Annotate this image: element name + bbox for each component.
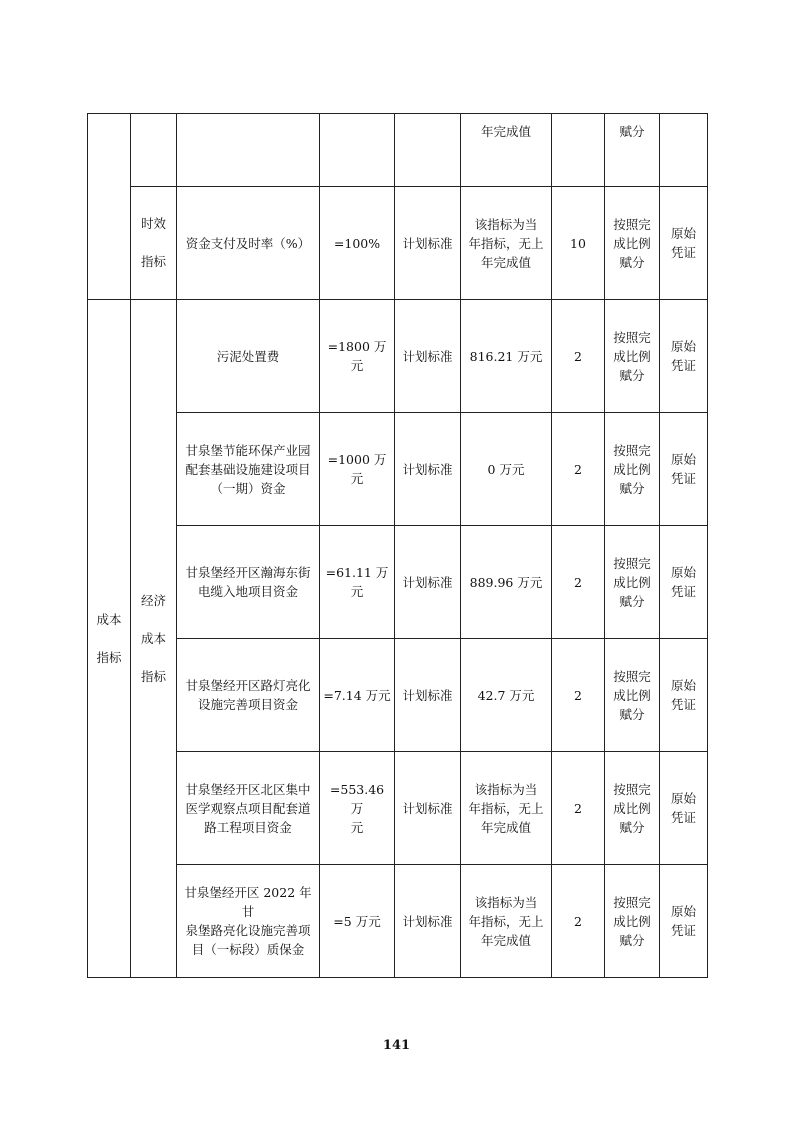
standard-type: 计划标准: [395, 300, 461, 413]
scoring-cell: 赋分: [605, 114, 660, 187]
page-number: 141: [382, 1038, 411, 1053]
completion-value: 816.21 万元: [461, 300, 552, 413]
target-value: =61.11 万 元: [320, 526, 395, 639]
table-row: [88, 865, 708, 978]
table-row: [88, 639, 708, 752]
evidence-source: 原始 凭证: [660, 752, 708, 865]
weight-score: 2: [552, 752, 605, 865]
weight-score: 10: [552, 187, 605, 300]
primary-indicator-cost: 成本指标: [88, 300, 131, 978]
table-row-continuation: [88, 114, 708, 187]
completion-value: 该指标为当 年指标，无上 年完成值: [461, 187, 552, 300]
secondary-indicator-timeliness: 时效指标: [131, 187, 177, 300]
weight-cell-empty: [552, 114, 605, 187]
indicator-name: 污泥处置费: [177, 300, 320, 413]
indicator-name: 甘泉堡经开区 2022 年甘 泉堡路亮化设施完善项 目（一标段）质保金: [177, 865, 320, 978]
scoring-method: 按照完 成比例 赋分: [605, 413, 660, 526]
target-value: =1000 万元: [320, 413, 395, 526]
completion-value: 0 万元: [461, 413, 552, 526]
weight-score: 2: [552, 865, 605, 978]
table-row: [88, 300, 708, 413]
scoring-method: 按照完 成比例 赋分: [605, 187, 660, 300]
secondary-indicator-economic-cost: 经济成本指标: [131, 300, 177, 978]
evidence-source: 原始 凭证: [660, 526, 708, 639]
weight-score: 2: [552, 639, 605, 752]
completion-value: 该指标为当 年指标，无上 年完成值: [461, 752, 552, 865]
indicator-name: 甘泉堡经开区北区集中 医学观察点项目配套道 路工程项目资金: [177, 752, 320, 865]
scoring-method: 按照完 成比例 赋分: [605, 752, 660, 865]
primary-indicator-cell-empty: [88, 114, 131, 300]
completion-value: 该指标为当 年指标，无上 年完成值: [461, 865, 552, 978]
indicator-name: 资金支付及时率（%）: [177, 187, 320, 300]
indicator-name: 甘泉堡经开区路灯亮化 设施完善项目资金: [177, 639, 320, 752]
target-value: =5 万元: [320, 865, 395, 978]
indicator-name-cell-empty: [177, 114, 320, 187]
evidence-source: 原始 凭证: [660, 639, 708, 752]
completion-value: 889.96 万元: [461, 526, 552, 639]
standard-type: 计划标准: [395, 526, 461, 639]
target-value: =100%: [320, 187, 395, 300]
indicator-name: 甘泉堡经开区瀚海东街 电缆入地项目资金: [177, 526, 320, 639]
weight-score: 2: [552, 526, 605, 639]
standard-type: 计划标准: [395, 187, 461, 300]
completion-value: 42.7 万元: [461, 639, 552, 752]
indicator-name: 甘泉堡节能环保产业园 配套基础设施建设项目 （一期）资金: [177, 413, 320, 526]
secondary-indicator-cell-empty: [131, 114, 177, 187]
table-row: [88, 752, 708, 865]
evidence-source: 原始 凭证: [660, 865, 708, 978]
value-cell: 年完成值: [461, 114, 552, 187]
evidence-source: 原始 凭证: [660, 187, 708, 300]
standard-type: 计划标准: [395, 752, 461, 865]
standard-type: 计划标准: [395, 413, 461, 526]
target-value: =7.14 万元: [320, 639, 395, 752]
scoring-method: 按照完 成比例 赋分: [605, 526, 660, 639]
target-value: =1800 万元: [320, 300, 395, 413]
table-row: [88, 413, 708, 526]
weight-score: 2: [552, 300, 605, 413]
weight-score: 2: [552, 413, 605, 526]
table-row: [88, 526, 708, 639]
scoring-method: 按照完 成比例 赋分: [605, 300, 660, 413]
standard-type: 计划标准: [395, 865, 461, 978]
table-row-timeliness: [88, 187, 708, 300]
scoring-method: 按照完 成比例 赋分: [605, 639, 660, 752]
standard-cell-empty: [395, 114, 461, 187]
standard-type: 计划标准: [395, 639, 461, 752]
evidence-source: 原始 凭证: [660, 300, 708, 413]
scoring-method: 按照完 成比例 赋分: [605, 865, 660, 978]
target-cell-empty: [320, 114, 395, 187]
target-value: =553.46 万 元: [320, 752, 395, 865]
source-cell-empty: [660, 114, 708, 187]
evidence-source: 原始 凭证: [660, 413, 708, 526]
performance-indicator-table: [87, 113, 708, 978]
